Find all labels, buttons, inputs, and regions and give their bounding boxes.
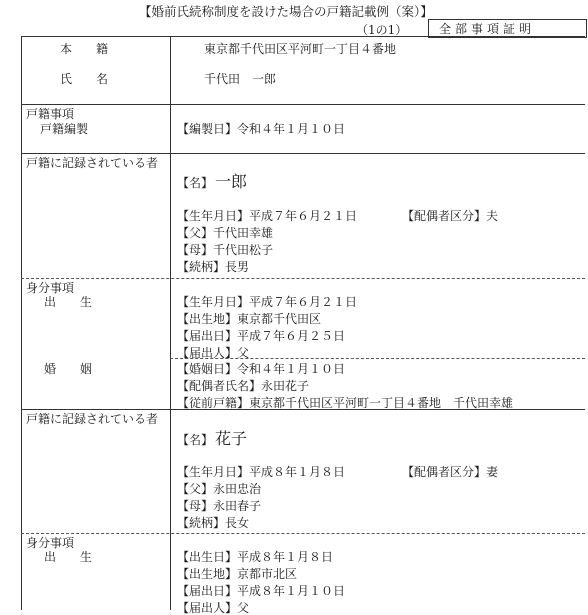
relationship: 【続柄】長女 <box>177 516 250 530</box>
shussei-entry: 【出生地】京都市北区 <box>177 567 298 581</box>
name-tag: 【名】 <box>177 433 214 447</box>
konin-entry: 【従前戸籍】東京都千代田区平河町一丁目４番地 千代田幸雄 <box>177 396 514 410</box>
shimei-label: 氏 名 <box>60 72 109 86</box>
father-name: 【父】千代田幸雄 <box>177 226 274 240</box>
shussei-entry: 【生年月日】平成７年６月２１日 <box>177 295 358 309</box>
section-divider <box>21 409 585 410</box>
koseki-jiko-heading: 戸籍事項 <box>26 107 75 121</box>
honseki-label: 本 籍 <box>60 42 109 56</box>
person-name: 花子 <box>215 429 248 448</box>
certificate-label: 全部事項証明 <box>439 22 536 36</box>
person-name: 一郎 <box>215 172 248 191</box>
table-top-border <box>21 36 585 37</box>
person-heading: 戸籍に記録されている者 <box>26 156 159 170</box>
shussei-label: 出 生 <box>44 295 93 309</box>
birth-date: 【生年月日】平成８年１月８日 <box>177 465 346 479</box>
shussei-entry: 【届出人】父 <box>177 346 250 360</box>
mibun-heading: 身分事項 <box>26 536 75 550</box>
hensei-date: 【編製日】令和４年１月１０日 <box>177 122 346 136</box>
birth-date: 【生年月日】平成７年６月２１日 <box>177 209 358 223</box>
section-divider <box>21 104 585 105</box>
dashed-divider <box>21 533 585 534</box>
column-divider <box>170 36 171 610</box>
shussei-entry: 【出生地】東京都千代田区 <box>177 312 322 326</box>
shussei-entry: 【出生日】平成８年１月８日 <box>177 550 334 564</box>
mother-name: 【母】永田春子 <box>177 499 262 513</box>
konin-entry: 【配偶者氏名】永田花子 <box>177 379 310 393</box>
table-left-border <box>21 36 22 610</box>
spouse-class: 【配偶者区分】夫 <box>402 209 499 223</box>
shussei-entry: 【届出日】平成７年６月２５日 <box>177 329 346 343</box>
shussei-entry: 【届出日】平成８年１月１０日 <box>177 584 346 598</box>
shussei-entry: 【届出人】父 <box>177 601 250 615</box>
shussei-label: 出 生 <box>44 550 93 564</box>
konin-label: 婚 姻 <box>44 362 93 376</box>
mibun-heading: 身分事項 <box>26 281 75 295</box>
page-number: （1の1） <box>356 23 408 37</box>
dashed-divider <box>21 278 585 279</box>
name-tag: 【名】 <box>177 176 214 190</box>
mother-name: 【母】千代田松子 <box>177 243 274 257</box>
section-divider <box>21 153 585 154</box>
koseki-hensei-label: 戸籍編製 <box>40 122 89 136</box>
shimei-value: 千代田 一郎 <box>204 72 277 86</box>
person-heading: 戸籍に記録されている者 <box>26 412 159 426</box>
konin-entry: 【婚姻日】令和４年１月１０日 <box>177 362 346 376</box>
relationship: 【続柄】長男 <box>177 260 250 274</box>
father-name: 【父】永田忠治 <box>177 482 262 496</box>
document-title: 【婚前氏続称制度を設けた場合の戸籍記載例（案）】 <box>139 4 433 19</box>
spouse-class: 【配偶者区分】妻 <box>402 465 499 479</box>
honseki-value: 東京都千代田区平河町一丁目４番地 <box>204 42 397 56</box>
dashed-divider <box>170 358 585 359</box>
